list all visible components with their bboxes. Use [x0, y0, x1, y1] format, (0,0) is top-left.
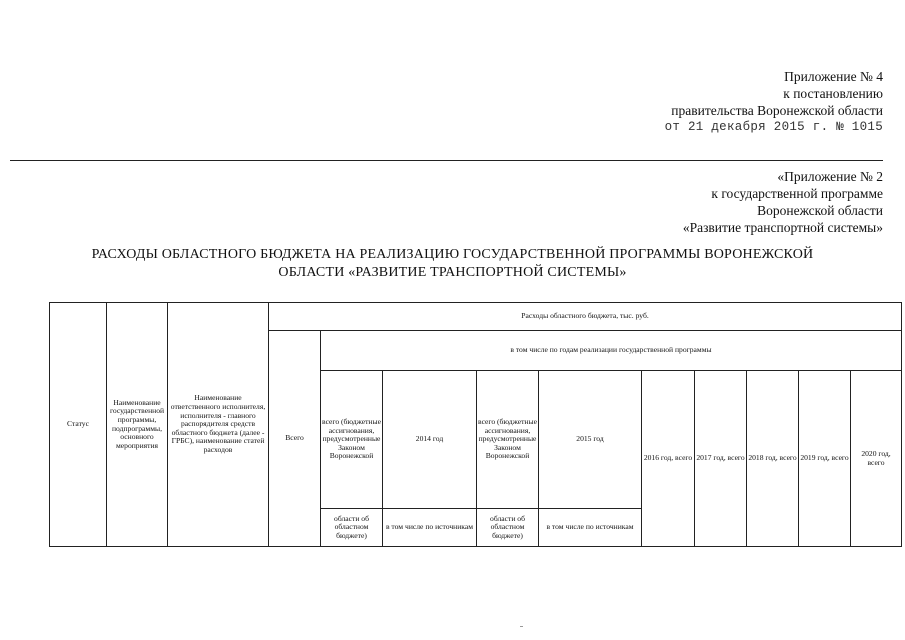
header-program-name: Наименование государственной программы, подпрограммы, основного мероприятия	[107, 303, 168, 547]
header-total: Всего	[269, 331, 321, 547]
appendix-4-government: правительства Воронежской области	[671, 103, 883, 118]
header-total-budget-2015: всего (бюджетные ассигнования, предусмотренные Законом Воронежской	[477, 371, 539, 509]
appendix-2-to-program: к государственной программе	[711, 186, 883, 201]
header-region-budget-2014: области об областном бюджете)	[321, 509, 383, 547]
header-region-budget-2015: области об областном бюджете)	[477, 509, 539, 547]
header-year-2015: 2015 год	[539, 371, 642, 509]
budget-table	[49, 302, 902, 547]
appendix-2-header	[683, 168, 883, 236]
appendix-4-date-number: от 21 декабря 2015 г. № 1015	[664, 120, 883, 134]
header-expenses: Расходы областного бюджета, тыс. руб.	[269, 303, 902, 331]
appendix-2-program-name: «Развитие транспортной системы»	[682, 220, 883, 235]
appendix-2-number: «Приложение № 2	[777, 169, 883, 184]
header-year-2016: 2016 год, всего	[642, 371, 695, 547]
header-status: Статус	[50, 303, 107, 547]
header-year-2014: 2014 год	[383, 371, 477, 509]
header-by-sources-2015: в том числе по источникам	[539, 509, 642, 547]
document-title	[40, 246, 865, 282]
appendix-2-region: Воронежской области	[757, 203, 883, 218]
header-year-2020: 2020 год, всего	[851, 371, 902, 547]
header-by-years: в том числе по годам реализации государственной программы	[321, 331, 902, 371]
header-year-2017: 2017 год, всего	[695, 371, 747, 547]
header-by-sources-2014: в том числе по источникам	[383, 509, 477, 547]
appendix-4-header	[665, 68, 883, 136]
appendix-4-number: Приложение № 4	[784, 69, 883, 84]
header-year-2018: 2018 год, всего	[747, 371, 799, 547]
document-title-line-2: ОБЛАСТИ «РАЗВИТИЕ ТРАНСПОРТНОЙ СИСТЕМЫ»	[278, 265, 627, 280]
header-total-budget-2014: всего (бюджетные ассигнования, предусмотренные Законом Воронежской	[321, 371, 383, 509]
scan-speck	[520, 626, 523, 627]
appendix-4-to-resolution: к постановлению	[783, 86, 883, 101]
header-year-2019: 2019 год, всего	[799, 371, 851, 547]
document-title-line-1: РАСХОДЫ ОБЛАСТНОГО БЮДЖЕТА НА РЕАЛИЗАЦИЮ ГОСУДАРСТВЕННОЙ ПРОГРАММЫ ВОРОНЕЖСКОЙ	[91, 247, 814, 262]
header-executor: Наименование ответственного исполнителя, исполнителя - главного распорядителя средств областного бюджета (далее - ГРБС), наименование статей расходов	[168, 303, 269, 547]
separator-line	[10, 160, 883, 161]
